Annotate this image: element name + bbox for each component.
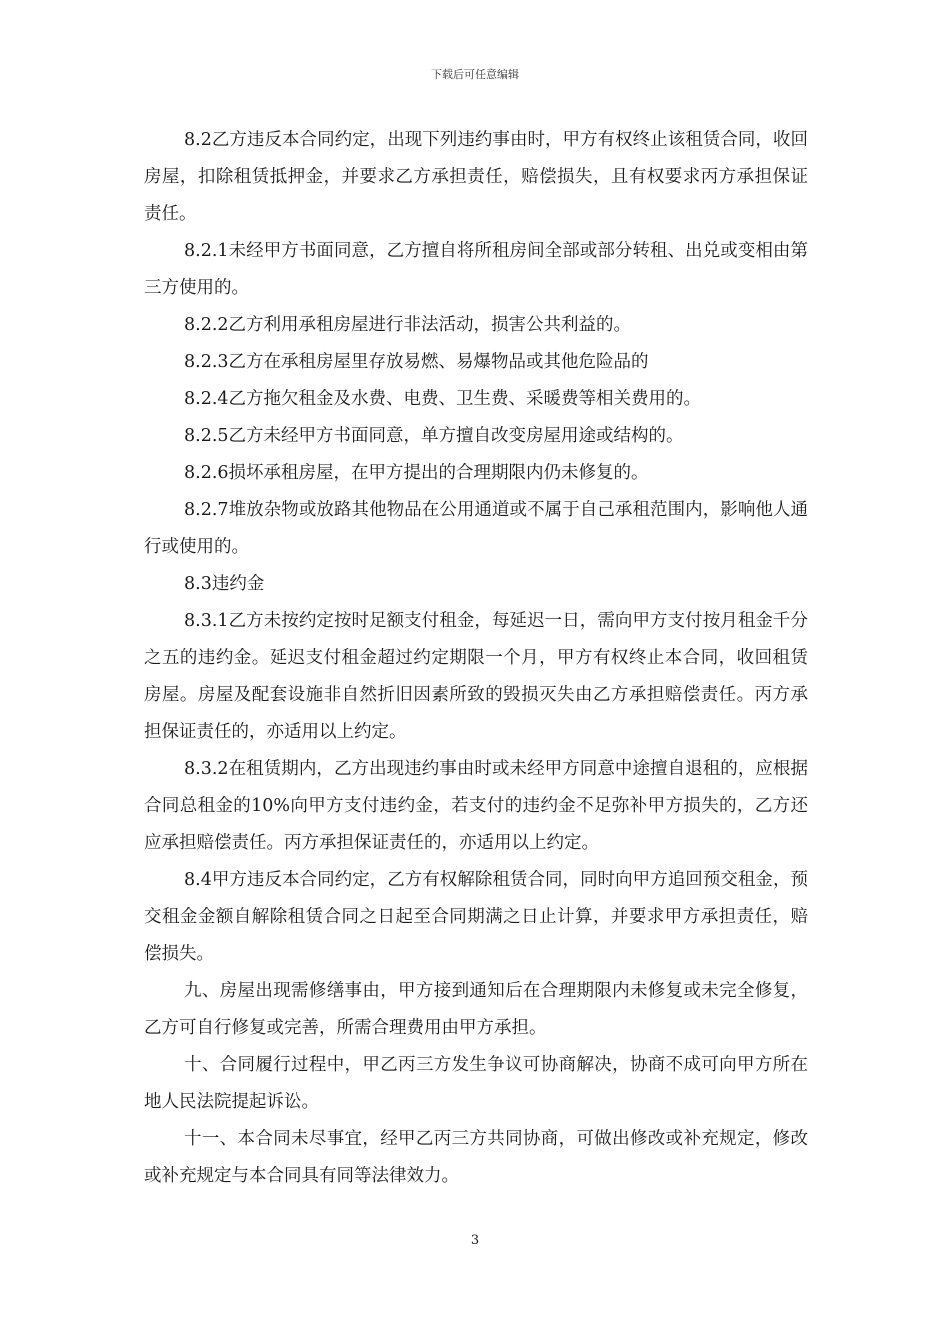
page-header: 下载后可任意编辑 [431,68,519,81]
clause-8-2-2: 8.2.2乙方利用承租房屋进行非法活动，损害公共利益的。 [184,315,632,335]
clause-8-2-6: 8.2.6损坏承租房屋，在甲方提出的合理期限内仍未修复的。 [184,463,649,483]
clause-8-2-4: 8.2.4乙方拖欠租金及水费、电费、卫生费、采暖费等相关费用的。 [184,389,702,409]
clause-8-2-5: 8.2.5乙方未经甲方书面同意，单方擅自改变房屋用途或结构的。 [184,426,684,446]
clause-8-2-1: 8.2.1未经甲方书面同意，乙方擅自将所租房间全部或部分转租、出兑或变相由第三方使用的。 [144,241,808,298]
clause-8-2-7: 8.2.7堆放杂物或放路其他物品在公用通道或不属于自己承租范围内，影响他人通行或使用的。 [144,500,808,557]
clause-8-2-3: 8.2.3乙方在承租房屋里存放易燃、易爆物品或其他危险品的 [184,352,649,372]
clause-11: 十一、本合同未尽事宜，经甲乙丙三方共同协商，可做出修改或补充规定，修改或补充规定与本合同具有同等法律效力。 [144,1129,808,1186]
clause-10: 十、合同履行过程中，甲乙丙三方发生争议可协商解决，协商不成可向甲方所在地人民法院提起诉讼。 [144,1055,808,1112]
clause-8-4: 8.4甲方违反本合同约定，乙方有权解除租赁合同，同时向甲方追回预交租金，预交租金金额自解除租赁合同之日起至合同期满之日止计算，并要求甲方承担责任，赔偿损失。 [144,870,808,964]
clause-8-3-heading: 8.3违约金 [184,574,265,594]
document-body [144,122,808,1195]
clause-8-3-1: 8.3.1乙方未按约定按时足额支付租金，每延迟一日，需向甲方支付按月租金千分之五的违约金。延迟支付租金超过约定期限一个月，甲方有权终止本合同，收回租赁房屋。房屋及配套设施非自然折旧因素所致的毁损灭失由乙方承担赔偿责任。丙方承担保证责任的，亦适用以上约定。 [144,611,808,742]
clause-9: 九、房屋出现需修缮事由，甲方接到通知后在合理期限内未修复或未完全修复，乙方可自行修复或完善，所需合理费用由甲方承担。 [144,981,808,1038]
clause-8-3-2: 8.3.2在租赁期内，乙方出现违约事由时或未经甲方同意中途擅自退租的，应根据合同总租金的10%向甲方支付违约金，若支付的违约金不足弥补甲方损失的，乙方还应承担赔偿责任。丙方承担保证责任的，亦适用以上约定。 [144,759,808,853]
clause-8-2: 8.2乙方违反本合同约定，出现下列违约事由时，甲方有权终止该租赁合同，收回房屋，扣除租赁抵押金，并要求乙方承担责任，赔偿损失，且有权要求丙方承担保证责任。 [144,130,808,224]
page-number: 3 [470,1233,480,1248]
